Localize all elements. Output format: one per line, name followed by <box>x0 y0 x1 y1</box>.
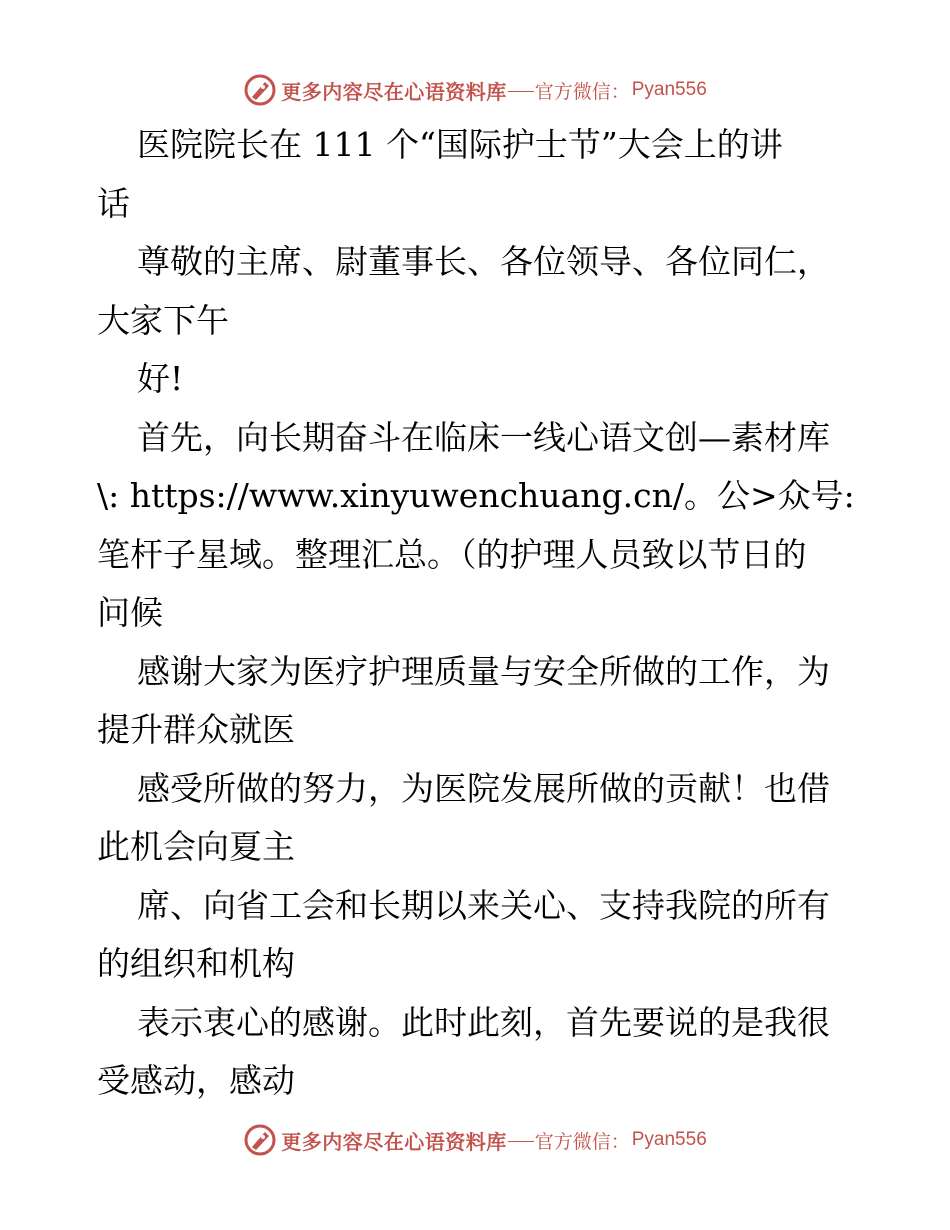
banner-wechat-id: Pyan556 <box>631 79 707 100</box>
doc-line: 感谢大家为医疗护理质量与安全所做的工作，为 <box>137 651 830 691</box>
doc-line: 表示衷心的感谢。此时此刻，首先要说的是我很 <box>137 1002 830 1042</box>
doc-line: 尊敬的主席、尉董事长、各位领导、各位同仁， <box>137 242 830 281</box>
doc-line: 此机会向夏主 <box>97 827 295 866</box>
doc-line: \: https://www.xinyuwenchuang.cn/。公>众号: <box>97 476 855 515</box>
doc-line: 好! <box>137 359 184 398</box>
doc-line: 感受所做的努力，为医院发展所做的贡献！也借 <box>137 768 830 808</box>
pen-nib-logo-icon <box>243 73 277 107</box>
doc-line: 受感动，感动 <box>97 1061 295 1100</box>
banner-brand-text: 更多内容尽在心语资料库 <box>281 1129 507 1154</box>
banner-wechat-label: 官方微信： <box>534 1130 630 1153</box>
doc-line: 笔杆子星域。整理汇总。（的护理人员致以节日的 <box>97 534 807 574</box>
banner-dash <box>508 1141 534 1142</box>
banner-dash <box>508 91 534 92</box>
doc-line: 大家下午 <box>97 300 229 340</box>
banner-brand-text: 更多内容尽在心语资料库 <box>281 79 507 104</box>
doc-line: 的组织和机构 <box>97 944 295 983</box>
doc-line: 提升群众就医 <box>97 710 295 749</box>
document-body <box>97 116 857 1111</box>
doc-title-line: 医院院长在 111 个“国际护士节”大会上的讲 <box>137 125 783 164</box>
banner-wechat-id: Pyan556 <box>631 1129 707 1150</box>
doc-line: 首先，向长期奋斗在临床一线心语文创—素材库 <box>137 417 830 457</box>
banner-wechat-label: 官方微信： <box>534 80 630 103</box>
doc-line: 席、向省工会和长期以来关心、支持我院的所有 <box>137 885 830 925</box>
footer-watermark-banner <box>0 1120 950 1160</box>
pen-nib-logo-icon <box>243 1123 277 1157</box>
header-watermark-banner <box>0 70 950 110</box>
doc-line: 问候 <box>97 593 163 632</box>
doc-title-line-cont: 话 <box>97 183 130 223</box>
